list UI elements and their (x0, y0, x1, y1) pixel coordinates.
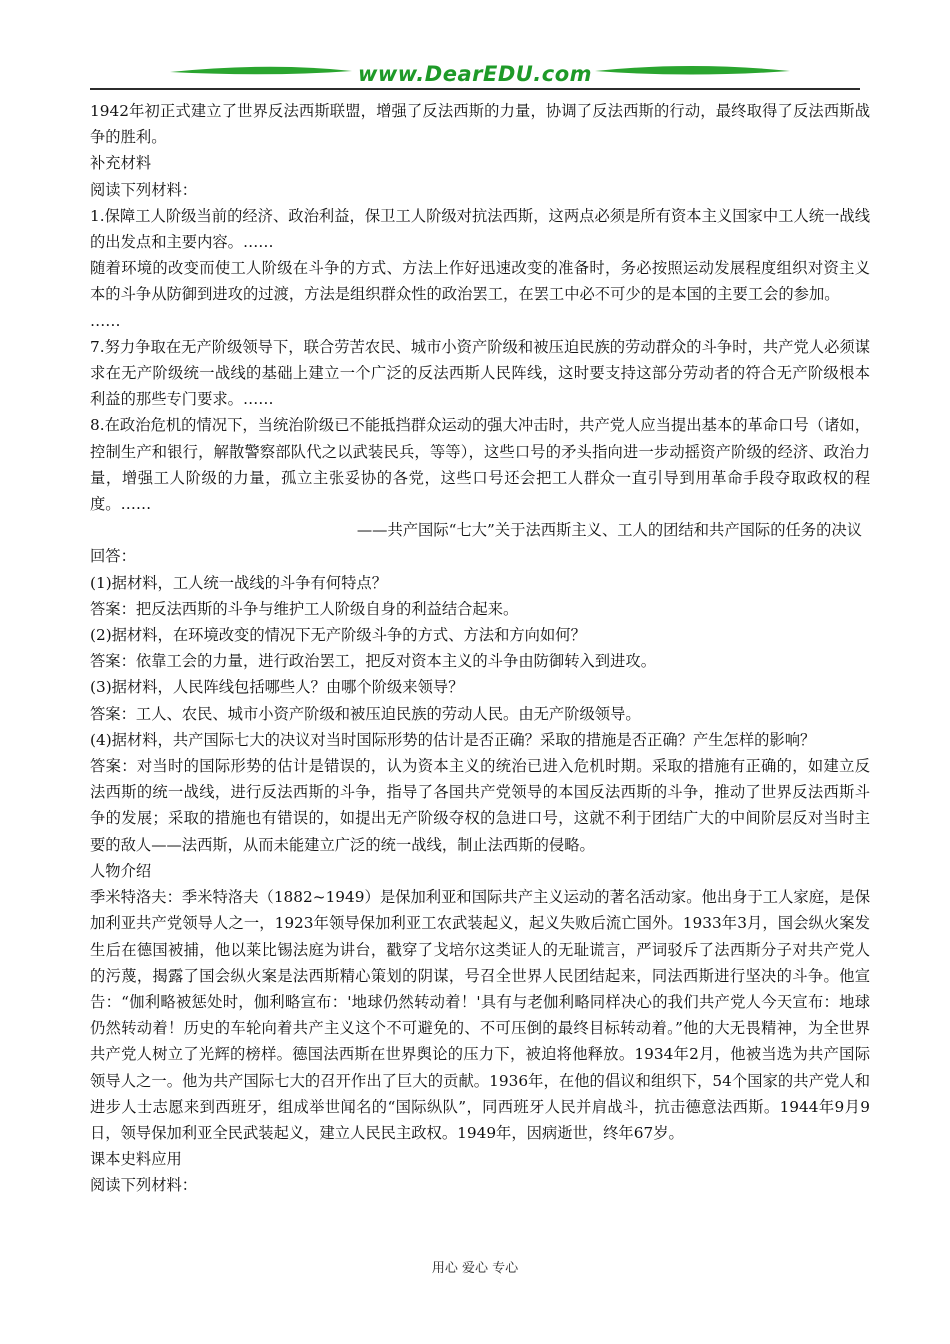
answer: 答案：把反法西斯的斗争与维护工人阶级自身的利益结合起来。 (90, 599, 519, 618)
answer: 答案：对当时的国际形势的估计是错误的，认为资本主义的统治已进入危机时期。采取的措施有正确的，如建立反法西斯的统一战线，进行反法西斯的斗争，指导了各国共产党领导的本国反法西斯的斗争，推动了世界反法西斯斗争的发展；采取的措施也有错误的，如提出无产阶级夺权的急进口号，这就不利于团结广大的中间阶层反对当时主要的敌人——法西斯，从而未能建立广泛的统一战线，制止法西斯的侵略。 (90, 757, 870, 854)
section-heading: 人物介绍 (90, 861, 152, 880)
question: (4)据材料，共产国际七大的决议对当时国际形势的估计是否正确？采取的措施是否正确？产生怎样的影响？ (90, 730, 816, 749)
header-divider (90, 88, 860, 90)
page-header (90, 58, 860, 94)
paragraph: 1.保障工人阶级当前的经济、政治利益，保卫工人阶级对抗法西斯，这两点必须是所有资本主义国家中工人统一战线的出发点和主要内容。…… (90, 206, 870, 252)
answer: 答案：工人、农民、城市小资产阶级和被压迫民族的劳动人民。由无产阶级领导。 (90, 704, 641, 723)
answer: 答案：依靠工会的力量，进行政治罢工，把反对资本主义的斗争由防御转入到进攻。 (90, 652, 656, 671)
paragraph: 8.在政治危机的情况下，当统治阶级已不能抵挡群众运动的强大冲击时，共产党人应当提出基本的革命口号（诸如，控制生产和银行，解散警察部队代之以武装民兵，等等），这些口号的矛头指向进一步动摇资产阶级的经济、政治力量，增强工人阶级的力量，孤立主张妥协的各党，这些口号还会把工人群众一直引导到用革命手段夺取政权的程度。…… (90, 416, 870, 514)
paragraph: 随着环境的改变而使工人阶级在斗争的方式、方法上作好迅速改变的准备时，务必按照运动发展程度组织对资主义本的斗争从防御到进攻的过渡，方法是组织群众性的政治罢工，在罢工中必不可少的是本国的主要工会的参加。 (90, 259, 870, 304)
site-url[interactable]: www.DearEDU.com (357, 62, 593, 86)
section-heading: 补充材料 (90, 154, 152, 173)
section-heading: 课本史料应用 (90, 1150, 182, 1169)
biography-paragraph: 季米特洛夫：季米特洛夫（1882~1949）是保加利亚和国际共产主义运动的著名活动家。他出身于工人家庭，是保加利亚共产党领导人之一，1923年领导保加利亚工农武装起义，起义失败后流亡国外。1933年3月，国会纵火案发生后在德国被捕，他以莱比锡法庭为讲台，戳穿了戈培尔这类证人的无耻谎言，严词驳斥了法西斯分子对共产党人的污蔑，揭露了国会纵火案是法西斯精心策划的阴谋，号召全世界人民团结起来，同法西斯进行坚决的斗争。他宣告：“伽利略被惩处时，伽利略宣布：'地球仍然转动着！'具有与老伽利略同样决心的我们共产党人今天宣布：地球仍然转动着！历史的车轮向着共产主义这个不可避免的、不可压倒的最终目标转动着。”他的大无畏精神，为全世界共产党人树立了光辉的榜样。德国法西斯在世界舆论的压力下，被迫将他释放。1934年2月，他被当选为共产国际领导人之一。他为共产国际七大的召开作出了巨大的贡献。1936年，在他的倡议和组织下，54个国家的共产党人和进步人士志愿来到西班牙，组成举世闻名的“国际纵队”，同西班牙人民并肩战斗，抗击德意法西斯。1944年9月9日，领导保加利亚全民武装起义，建立人民民主政权。1949年，因病逝世，终年67岁。 (90, 888, 870, 1142)
paragraph: 阅读下列材料： (90, 1176, 198, 1195)
source-citation: ——共产国际“七大”关于法西斯主义、工人的团结和共产国际的任务的决议 (356, 521, 862, 540)
qa-line: 回答： (90, 547, 136, 566)
document-body (90, 98, 870, 1199)
question: (1)据材料，工人统一战线的斗争有何特点？ (90, 573, 388, 592)
question: (3)据材料，人民阵线包括哪些人？由哪个阶级来领导？ (90, 678, 464, 697)
page-footer: 用心 爱心 专心 (431, 1261, 519, 1276)
question: (2)据材料，在环境改变的情况下无产阶级斗争的方式、方法和方向如何？ (90, 626, 586, 645)
ellipsis-line: …… (90, 311, 121, 330)
paragraph: 7.努力争取在无产阶级领导下，联合劳苦农民、城市小资产阶级和被压迫民族的劳动群众的斗争时，共产党人必须谋求在无产阶级统一战线的基础上建立一个广泛的反法西斯人民阵线，这时要支持这部分劳动者的符合无产阶级根本利益的那些专门要求。…… (90, 337, 870, 409)
paragraph: 阅读下列材料： (90, 180, 198, 199)
paragraph: 1942年初正式建立了世界反法西斯联盟，增强了反法西斯的力量，协调了反法西斯的行动，最终取得了反法西斯战争的胜利。 (90, 102, 870, 147)
